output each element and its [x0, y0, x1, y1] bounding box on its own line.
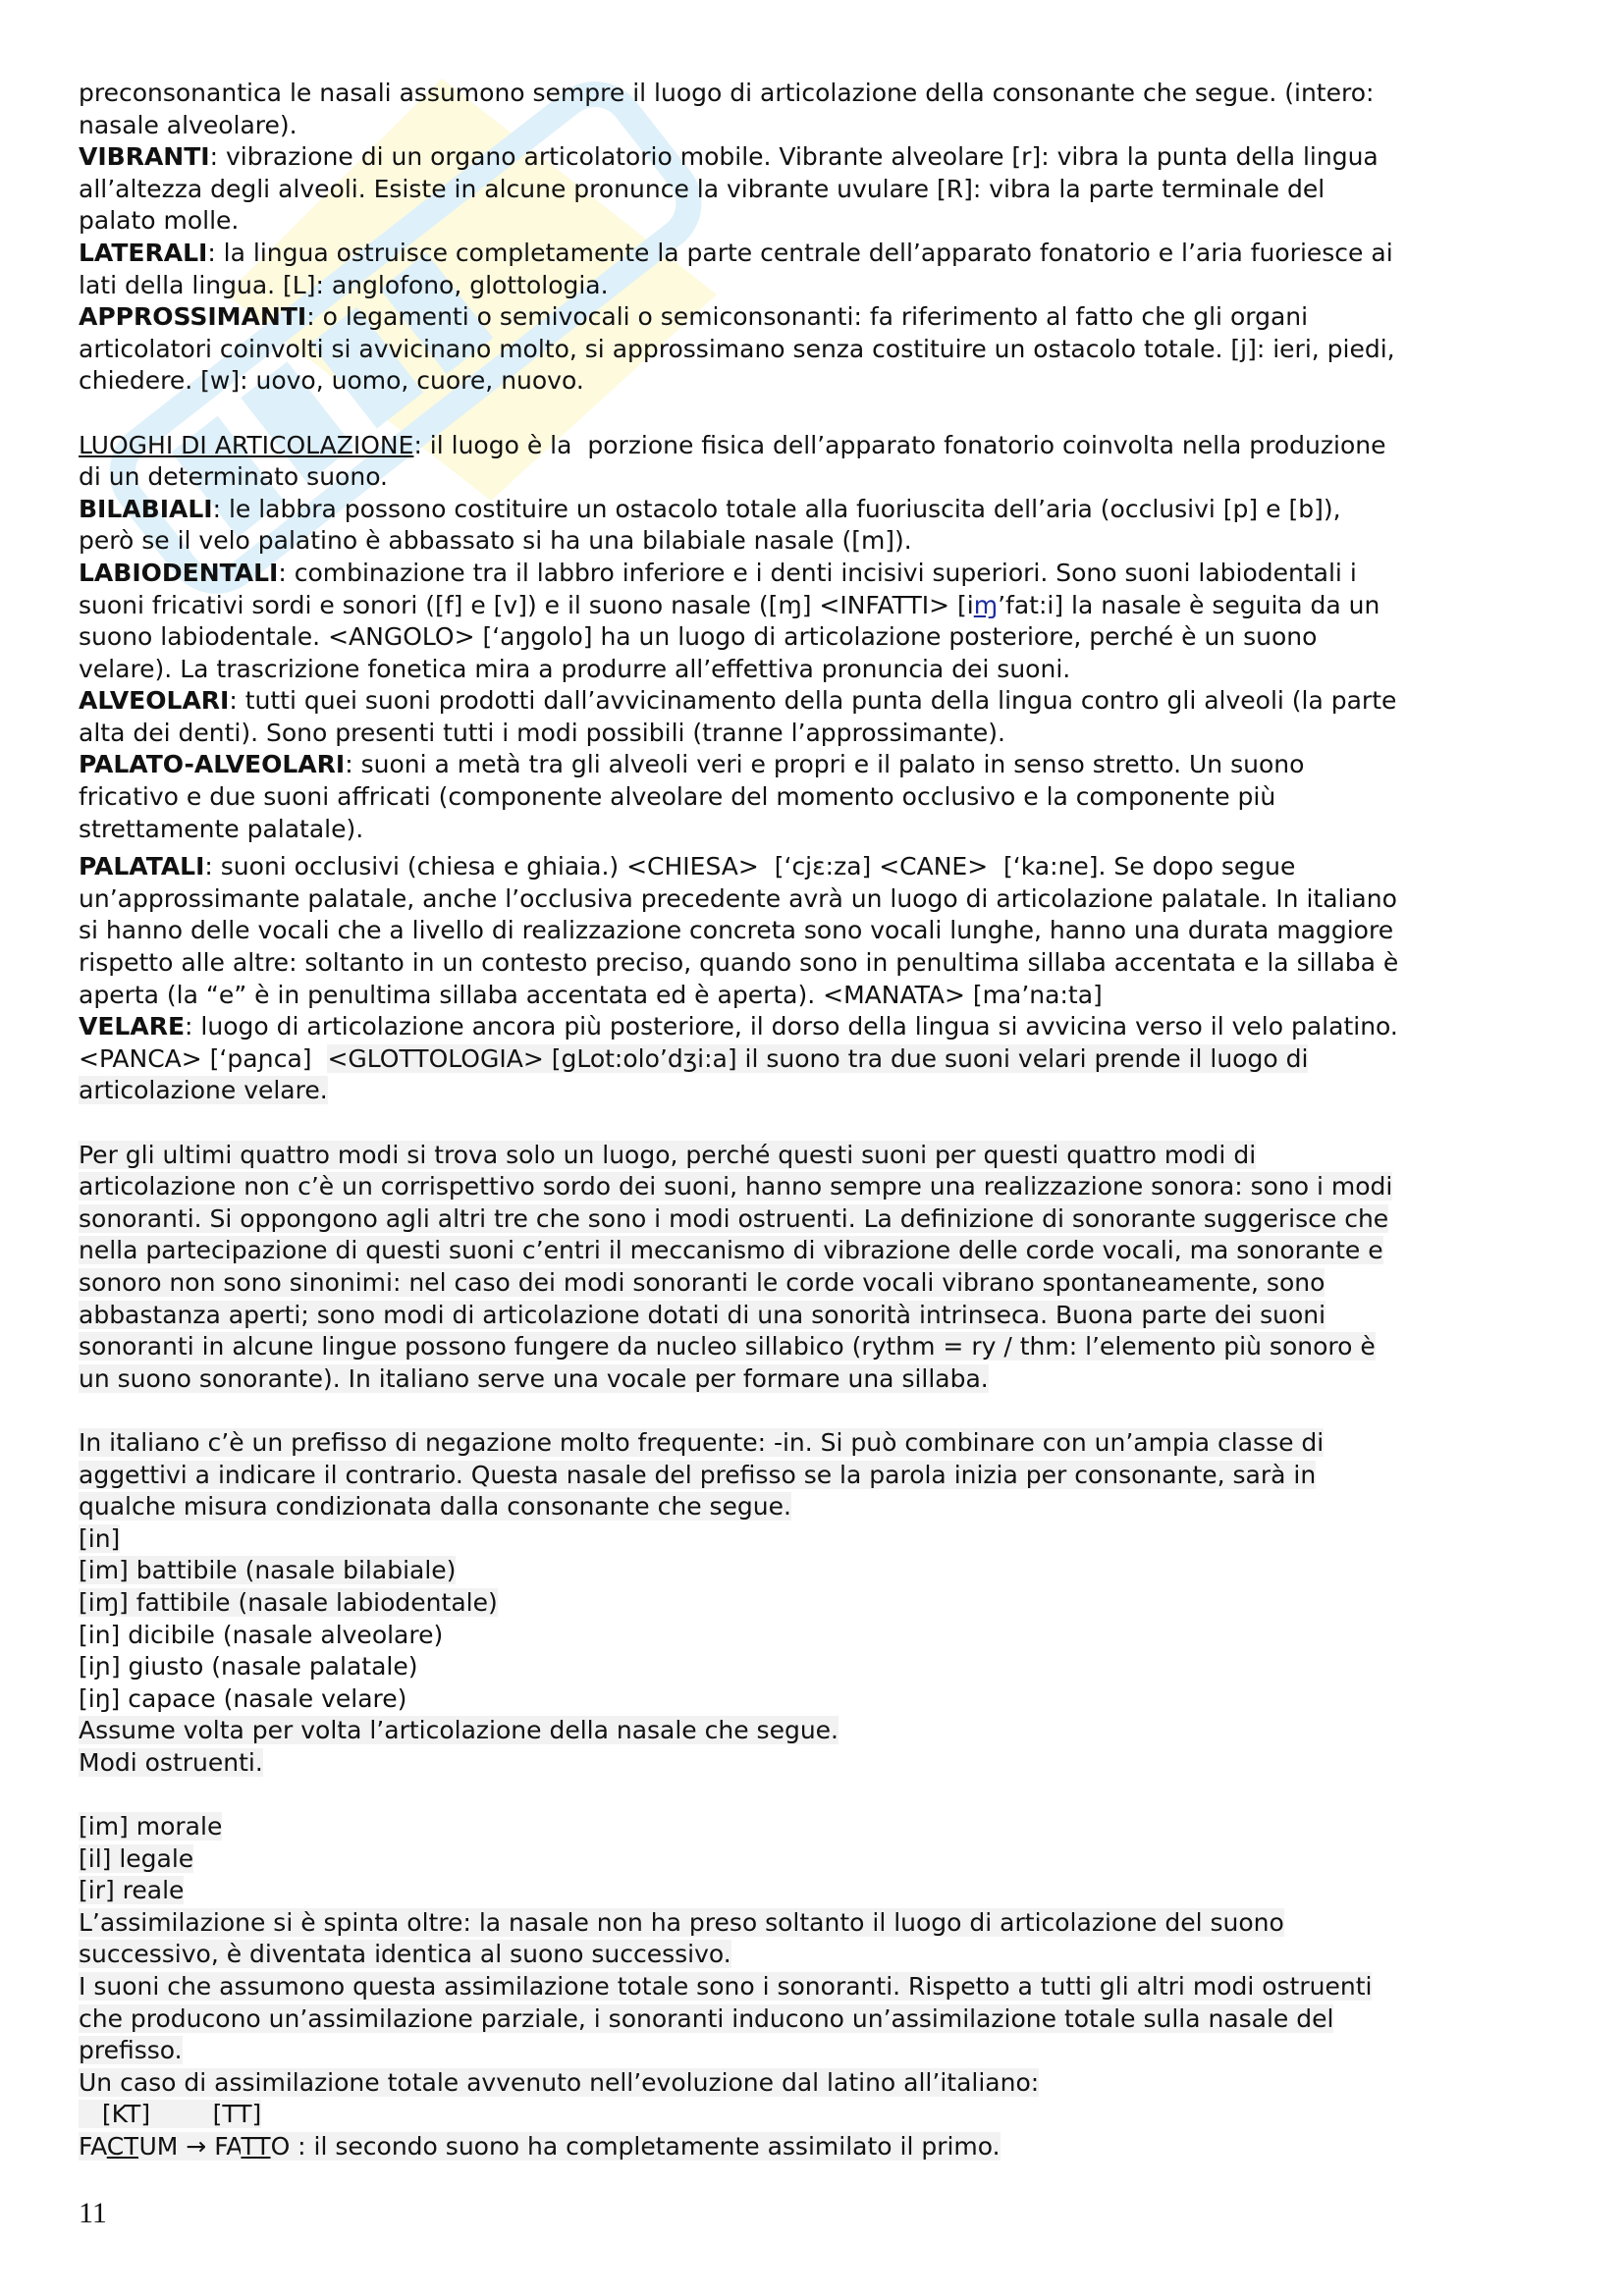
text-segment: L’assimilazione si è spinta oltre: la nasale non ha preso soltanto il luogo di articolazione del suono	[79, 1907, 1284, 1937]
blank-line	[79, 1779, 1571, 1811]
section-heading: PALATALI	[79, 852, 205, 881]
text-segment: I suoni che assumono questa assimilazione totale sono i sonoranti. Rispetto a tutti gli altri modi ostruenti	[79, 1972, 1373, 2002]
text-segment: aperta (la “e” è in penultima sillaba accentata ed è aperta). <MANATA> [ma’na:ta]	[79, 980, 1103, 1009]
text-line	[79, 980, 1571, 1012]
text-segment: [iɱ] fattibile (nasale labiodentale)	[79, 1587, 498, 1617]
text-line	[79, 1491, 1571, 1523]
section-heading: LABIODENTALI	[79, 558, 279, 587]
text-line	[79, 2035, 1571, 2067]
text-segment: sonoranti. Si oppongono agli altri tre che sono i modi ostruenti. La definizione di sonorante suggerisce che	[79, 1203, 1389, 1233]
text-segment: CT	[106, 2132, 139, 2161]
text-segment: fricativo e due suoni affricati (componente alveolare del momento occlusivo e la componente più	[79, 782, 1276, 812]
text-segment: Per gli ultimi quattro modi si trova solo un luogo, perché questi suoni per questi quattro modi di	[79, 1140, 1257, 1169]
text-segment: sonoro non sono sinonimi: nel caso dei modi sonoranti le corde vocali vibrano spontaneamente, sono	[79, 1267, 1325, 1297]
text-line	[79, 2003, 1571, 2036]
text-segment: [KT] [TT]	[79, 2100, 262, 2129]
text-segment: In italiano c’è un prefisso di negazione molto frequente: -in. Si può combinare con un’ampia classe di	[79, 1427, 1325, 1457]
text-line	[79, 1811, 1571, 1843]
text-line	[79, 301, 1571, 334]
text-line	[79, 270, 1571, 302]
section-heading: PALATO-ALVEOLARI	[79, 750, 346, 779]
text-line	[79, 1011, 1571, 1043]
text-line	[79, 1331, 1571, 1363]
blank-line	[79, 1395, 1571, 1427]
text-line	[79, 1555, 1571, 1587]
text-segment: si hanno delle vocali che a livello di realizzazione concreta sono vocali lunghe, hanno una durata maggiore	[79, 916, 1394, 945]
text-segment: <PANCA> [‘paɲca]	[79, 1043, 328, 1073]
text-line	[79, 430, 1571, 462]
text-line	[79, 141, 1571, 174]
text-line	[79, 718, 1571, 750]
text-segment: [iɲ] giusto (nasale palatale)	[79, 1652, 418, 1682]
text-line	[79, 110, 1571, 142]
text-line	[79, 590, 1571, 622]
text-segment: [im] morale	[79, 1812, 223, 1842]
text-line	[79, 1235, 1571, 1267]
text-line	[79, 1971, 1571, 2003]
text-segment: preconsonantica le nasali assumono sempre il luogo di articolazione della consonante che segue. (intero:	[79, 79, 1375, 107]
text-line	[79, 1460, 1571, 1492]
text-line	[79, 2067, 1571, 2100]
text-line	[79, 685, 1571, 718]
text-segment: : tutti quei suoni prodotti dall’avvicinamento della punta della lingua contro gli alveoli (la parte	[229, 686, 1397, 716]
text-line	[79, 947, 1571, 980]
text-segment: chiedere. [w]: uovo, uomo, cuore, nuovo.	[79, 366, 584, 396]
text-segment: suono labiodentale. <ANGOLO> [‘aŋgolo] ha un luogo di articolazione posteriore, perché è un suono	[79, 622, 1318, 652]
text-line	[79, 334, 1571, 366]
text-segment: aggettivi a indicare il contrario. Questa nasale del prefisso se la parola inizia per consonante, sarà in	[79, 1460, 1317, 1489]
section-heading: APPROSSIMANTI	[79, 302, 307, 332]
text-segment: nasale alveolare).	[79, 110, 298, 139]
section-heading: LATERALI	[79, 238, 208, 267]
text-line	[79, 621, 1571, 654]
text-line	[79, 1523, 1571, 1556]
text-line	[79, 1939, 1571, 1971]
text-segment: : luogo di articolazione ancora più posteriore, il dorso della lingua si avvicina verso il velo palatino.	[185, 1012, 1398, 1041]
text-segment: un suono sonorante). In italiano serve una vocale per formare una sillaba.	[79, 1363, 989, 1393]
text-line	[79, 654, 1571, 686]
text-line	[79, 814, 1571, 846]
text-segment: TT	[241, 2132, 271, 2161]
text-segment: velare). La trascrizione fonetica mira a produrre all’effettiva pronuncia dei suoni.	[79, 654, 1071, 683]
text-segment: però se il velo palatino è abbassato si ha una bilabiale nasale ([m]).	[79, 526, 912, 556]
text-segment: strettamente palatale).	[79, 814, 364, 843]
text-line	[79, 1171, 1571, 1203]
text-line	[79, 1747, 1571, 1780]
text-segment: ’fat:i] la nasale è seguita da un	[998, 590, 1380, 619]
text-line	[79, 851, 1571, 883]
text-line	[79, 1043, 1571, 1076]
text-line	[79, 525, 1571, 558]
text-line	[79, 1140, 1571, 1172]
text-segment: : la lingua ostruisce completamente la parte centrale dell’apparato fonatorio e l’aria fuoriesce ai	[207, 238, 1393, 267]
text-segment: : le labbra possono costituire un ostacolo totale alla fuoriuscita dell’aria (occlusivi [p] e [b]),	[212, 494, 1341, 523]
text-line	[79, 749, 1571, 781]
document-body	[79, 78, 1571, 2163]
text-segment: lati della lingua. [L]: anglofono, glottologia.	[79, 270, 609, 299]
text-line	[79, 1300, 1571, 1332]
text-line	[79, 1875, 1571, 1907]
text-line	[79, 1843, 1571, 1876]
text-segment: articolazione non c’è un corrispettivo sordo dei suoni, hanno sempre una realizzazione sonora: sono i modi	[79, 1172, 1393, 1201]
text-segment: all’altezza degli alveoli. Esiste in alcune pronunce la vibrante uvulare [R]: vibra la parte terminale del	[79, 174, 1325, 203]
text-line	[79, 1715, 1571, 1747]
text-line	[79, 558, 1571, 590]
text-line	[79, 1907, 1571, 1940]
text-line	[79, 461, 1571, 494]
text-segment: abbastanza aperti; sono modi di articolazione dotati di una sonorità intrinseca. Buona parte dei suoni	[79, 1300, 1326, 1329]
text-segment: [in] dicibile (nasale alveolare)	[79, 1620, 444, 1649]
text-segment: LUOGHI DI ARTICOLAZIONE	[79, 430, 414, 459]
text-segment: : vibrazione di un organo articolatorio mobile. Vibrante alveolare [r]: vibra la punta della lingua	[209, 142, 1379, 172]
text-line	[79, 781, 1571, 814]
text-segment: un’approssimante palatale, anche l’occlusiva precedente avrà un luogo di articolazione palatale. In italiano	[79, 883, 1397, 913]
text-line	[79, 1203, 1571, 1236]
text-line	[79, 1683, 1571, 1716]
text-segment: palato molle.	[79, 206, 240, 236]
text-segment: articolatori coinvolti si avvicinano molto, si approssimano senza costituire un ostacolo totale. [j]: ieri, piedi,	[79, 334, 1395, 363]
text-line	[79, 2131, 1571, 2163]
section-heading: VELARE	[79, 1012, 186, 1041]
text-segment: suoni fricativi sordi e sonori ([f] e [v]) e il suono nasale ([ɱ] <INFATTI> [i	[79, 590, 974, 619]
text-segment: sonoranti in alcune lingue possono fungere da nucleo sillabico (rythm = ry / thm: l’elemento più sonoro è	[79, 1332, 1376, 1362]
text-segment: Un caso di assimilazione totale avvenuto nell’evoluzione dal latino all’italiano:	[79, 2067, 1040, 2097]
text-line	[79, 494, 1571, 526]
text-segment: [iŋ] capace (nasale velare)	[79, 1683, 407, 1713]
text-segment: che producono un’assimilazione parziale, i sonoranti inducono un’assimilazione totale sulla nasale del	[79, 2003, 1334, 2033]
section-heading: VIBRANTI	[79, 142, 210, 172]
blank-line	[79, 1107, 1571, 1140]
text-segment: FA	[79, 2132, 107, 2161]
text-segment: prefisso.	[79, 2036, 183, 2065]
text-segment: Assume volta per volta l’articolazione della nasale che segue.	[79, 1716, 839, 1745]
text-line	[79, 2099, 1571, 2131]
text-segment: : il luogo è la porzione fisica dell’apparato fonatorio coinvolta nella produzione	[413, 430, 1386, 459]
text-segment: <GLOTTOLOGIA> [gLot:olo’dʒi:a] il suono tra due suoni velari prende il luogo di	[327, 1043, 1309, 1073]
text-line	[79, 1651, 1571, 1683]
text-line	[79, 174, 1571, 206]
text-segment: : o legamenti o semivocali o semiconsonanti: fa riferimento al fatto che gli organi	[306, 302, 1309, 332]
text-segment: qualche misura condizionata dalla consonante che segue.	[79, 1492, 791, 1522]
text-segment: alta dei denti). Sono presenti tutti i modi possibili (tranne l’approssimante).	[79, 718, 1005, 747]
text-segment: nella partecipazione di questi suoni c’entri il meccanismo di vibrazione delle corde vocali, ma sonorante e	[79, 1236, 1383, 1265]
text-segment: rispetto alle altre: soltanto in un contesto preciso, quando sono in penultima sillaba accentata e la sillaba è	[79, 948, 1399, 978]
text-line	[79, 883, 1571, 916]
text-line	[79, 915, 1571, 947]
text-segment: di un determinato suono.	[79, 462, 388, 492]
text-segment: [ir] reale	[79, 1876, 185, 1905]
text-line	[79, 205, 1571, 238]
text-segment: [im] battibile (nasale bilabiale)	[79, 1556, 457, 1585]
text-segment: [in]	[79, 1523, 121, 1553]
text-line	[79, 78, 1571, 110]
text-segment: O : il secondo suono ha completamente assimilato il primo.	[270, 2132, 1001, 2161]
blank-line	[79, 398, 1571, 430]
section-heading: BILABIALI	[79, 494, 213, 523]
text-line	[79, 1620, 1571, 1652]
text-line	[79, 1075, 1571, 1107]
text-line	[79, 238, 1571, 270]
text-line	[79, 365, 1571, 398]
text-line	[79, 1587, 1571, 1620]
text-segment: : suoni occlusivi (chiesa e ghiaia.) <CHIESA> [‘cjɛ:za] <CANE> [‘ka:ne]. Se dopo segue	[204, 852, 1296, 881]
text-segment: : suoni a metà tra gli alveoli veri e propri e il palato in senso stretto. Un suono	[345, 750, 1305, 779]
text-line	[79, 1427, 1571, 1460]
text-segment: [il] legale	[79, 1843, 194, 1873]
section-heading: ALVEOLARI	[79, 686, 230, 716]
text-segment: Modi ostruenti.	[79, 1747, 263, 1777]
text-segment: articolazione velare.	[79, 1076, 328, 1105]
text-segment: : combinazione tra il labbro inferiore e i denti incisivi superiori. Sono suoni labiodentali i	[278, 558, 1357, 587]
text-segment: UM → FA	[138, 2132, 242, 2161]
text-segment: successivo, è diventata identica al suono successivo.	[79, 1940, 731, 1969]
link-text[interactable]: ɱ	[973, 590, 999, 619]
text-line	[79, 1267, 1571, 1300]
page-number: 11	[79, 2197, 107, 2229]
text-line	[79, 1363, 1571, 1396]
